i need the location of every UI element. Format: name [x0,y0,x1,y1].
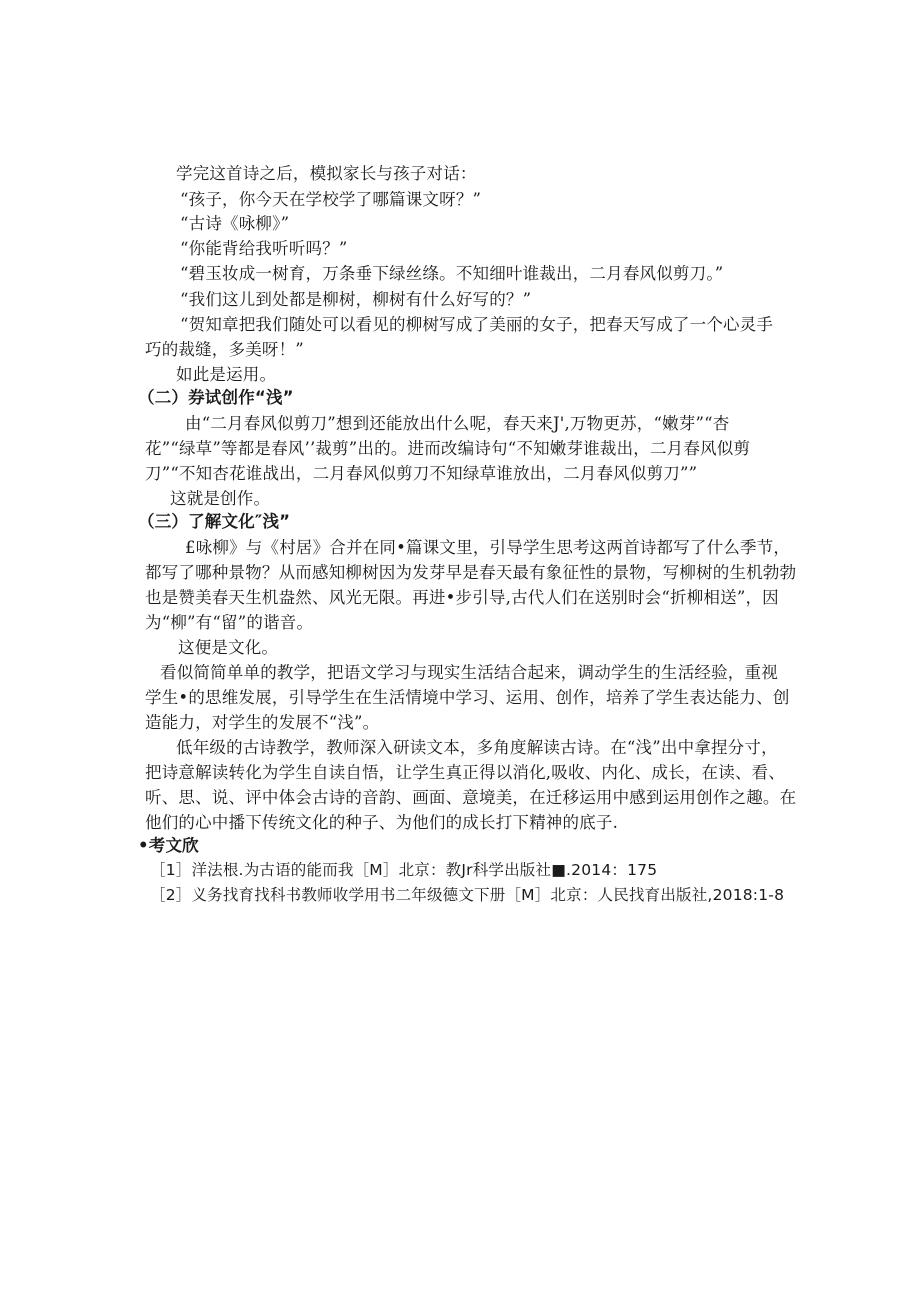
paragraph-conclusion-1: 低年级的古诗教学，教师深入研读文本，多角度解读古诗。在“浅”出中拿捏分寸， [176,738,778,757]
paragraph-summary-3: 造能力，对学生的发展不“浅”。 [145,713,380,732]
dialogue-line-6b: 巧的裁缝，多美呀！” [145,340,304,359]
paragraph-culture-3: 也是赞美春天生机盎然、风光无限。再进•步引导,古代人们在送别时会“折柳相送”，因 [145,588,779,607]
dialogue-line-4: “碧玉妆成一树育，万条垂下绿丝绦。不知细叶谁裁出，二月春风似剪刀。” [180,264,724,283]
paragraph-culture-4: 为“柳”有“留”的谐音。 [145,613,314,632]
paragraph-conclusion-4: 他们的心中播下传统文化的种子、为他们的成长打下精神的底子. [145,813,619,832]
paragraph-creation-2: 花”“绿草”等都是春风’’裁剪”出的。进而改编诗句“不知嫩芽谁裁出，二月春风似剪 [145,439,751,458]
paragraph-conclusion-3: 听、思、说、评中体会古诗的音韵、画面、意境美，在迁移运用中感到运用创作之趣。在 [145,788,797,807]
usage-statement: 如此是运用。 [176,365,277,384]
dialogue-line-3: “你能背给我听听吗？” [180,239,348,258]
reference-item-1: ［1］洋法根.为古语的能而我［M］北京：教Jr科学出版社■.2014：175 [150,861,658,879]
section-heading-creation: （二）券试创作“浅” [138,388,294,407]
paragraph-summary-2: 学生•的思维发展，引导学生在生活情境中学习、运用、创作，培养了学生表达能力、创 [145,688,790,707]
section-heading-culture: （三）了解文化″浅” [138,512,291,531]
dialogue-line-6a: “贺知章把我们随处可以看见的柳树写成了美丽的女子，把春天写成了一个心灵手 [180,315,774,334]
creation-statement: 这就是创作。 [170,489,271,508]
paragraph-creation-1: 由“二月春风似剪刀”想到还能放出什么呢，春天来J',万物更苏，“嫩芽”“杏 [185,414,730,433]
paragraph-culture-1: £咏柳》与《村居》合并在同•篇课文里，引导学生思考这两首诗都写了什么季节， [185,538,791,557]
paragraph-culture-2: 都写了哪种景物？从而感知柳树因为发芽早是春天最有象征性的景物，写柳树的生机勃勃 [145,563,797,582]
dialogue-line-2: “古诗《咏柳》” [180,214,290,233]
paragraph-conclusion-2: 把诗意解读转化为学生自读自悟，让学生真正得以消化,吸收、内化、成长，在读、看、 [145,763,786,782]
dialogue-line-1: “孩子，你今天在学校学了哪篇课文呀？” [180,190,482,209]
references-heading: •考文欣 [138,836,199,855]
dialogue-line-5: “我们这儿到处都是柳树，柳树有什么好写的？” [180,290,532,309]
culture-statement: 这便是文化。 [178,638,279,657]
paragraph-intro: 学完这首诗之后，模拟家长与孩子对话： [176,164,477,183]
reference-item-2: ［2］义务找育找科书教师收学用书二年级德文下册［M］北京：人民找育出版社,2018:1-8 [150,886,785,904]
paragraph-summary-1: 看似简简单单的教学，把语文学习与现实生活结合起来，调动学生的生活经验，重视 [160,663,778,682]
paragraph-creation-3: 刀”“不知杏花谁战出，二月春风似剪刀不知绿草谁放出，二月春风似剪刀”” [145,464,698,483]
